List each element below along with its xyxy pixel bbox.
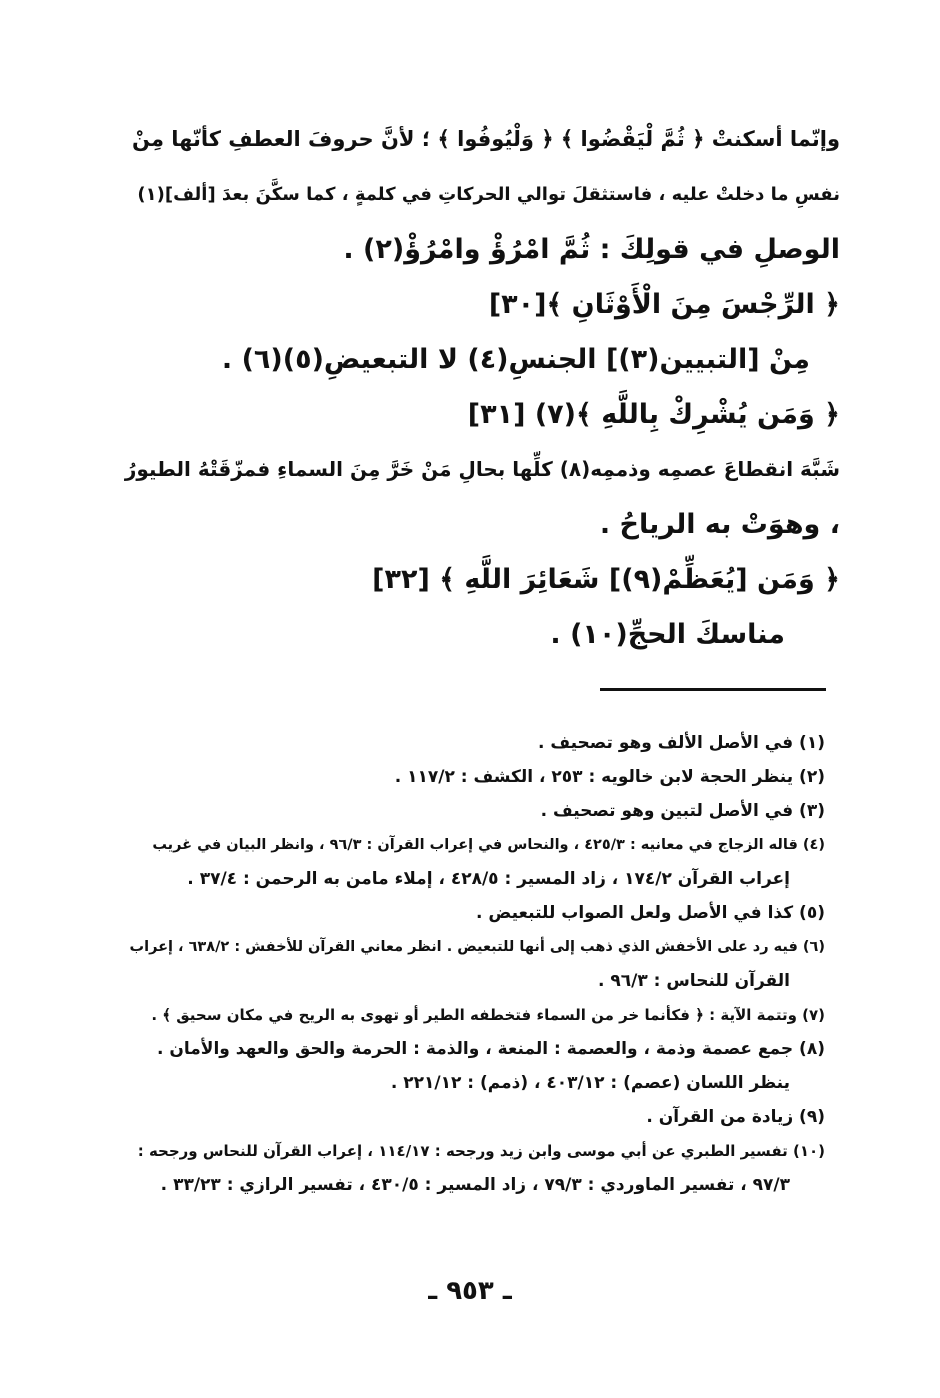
footnote-4: (٤) قاله الزجاج في معانيه : ٤٢٥/٣ ، والنحاس في إعراب القرآن : ٩٦/٣ ، وانظر البيان في غريب [152, 837, 825, 853]
footnotes-section [130, 726, 825, 1202]
footnote-5: (٥) كذا في الأصل ولعل الصواب للتبعيض . [476, 903, 825, 923]
footnote-9: (٩) زيادة من القرآن . [646, 1107, 825, 1127]
footnote-6-continued: القرآن للنحاس : ٩٦/٣ . [597, 971, 790, 991]
footnote-10-continued: ٩٧/٣ ، تفسير الماوردي : ٧٩/٣ ، زاد المسير : ٤٣٠/٥ ، تفسير الرازي : ٣٣/٢٣ . [160, 1175, 790, 1195]
footnote-1: (١) في الأصل الألف وهو تصحيف . [537, 733, 825, 753]
text-line-10: مناسكَ الحجِّ(١٠) . [550, 619, 785, 650]
page-number: ـ ٩٥٣ ـ [428, 1276, 512, 1306]
quran-verse-30: ﴿ الرِّجْسَ مِنَ الْأَوْثَانِ ﴾[٣٠] [488, 289, 840, 320]
text-line-5: مِنْ [التبيين(٣)] الجنسِ(٤) لا التبعيضِ(٥)(٦) . [221, 344, 810, 375]
footnote-3: (٣) في الأصل لتبين وهو تصحيف . [540, 801, 825, 821]
text-line-7: شَبَّهَ انقطاعَ عصمِه وذممِه(٨) كلِّها بحالِ مَنْ خَرَّ مِنَ السماءِ فمزّقَتْهُ الطيورُ [124, 457, 840, 481]
text-line-2: نفسِ ما دخلتْ عليه ، فاستثقلَ توالي الحركاتِ في كلمةٍ ، كما سكَّنَ بعدَ [ألف](١) [137, 184, 840, 205]
text-line-8: ، وهوَتْ به الرياحُ . [599, 509, 840, 540]
text-line-1: وإنّما أسكنتْ ﴿ ثُمَّ لْيَقْضُوا ﴾ ﴿ وَلْيُوفُوا ﴾ ؛ لأنَّ حروفَ العطفِ كأنّها مِنْ [132, 127, 840, 151]
footnote-divider [600, 688, 826, 691]
main-text-body [120, 112, 840, 662]
footnote-4-continued: إعراب القرآن ١٧٤/٢ ، زاد المسير : ٤٢٨/٥ ، إملاء مامن به الرحمن : ٣٧/٤ . [187, 869, 790, 889]
quran-verse-31: ﴿ وَمَن يُشْرِكْ بِاللَّهِ ﴾(٧) [٣١] [467, 399, 840, 430]
footnote-8: (٨) جمع عصمة وذمة ، والعصمة : المنعة ، والذمة : الحرمة والحق والعهد والأمان . [157, 1039, 825, 1059]
footnote-2: (٢) ينظر الحجة لابن خالويه : ٢٥٣ ، الكشف : ١١٧/٢ . [394, 767, 825, 787]
footnote-8-continued: ينظر اللسان (عصم) : ٤٠٣/١٢ ، (ذمم) : ٢٢١/١٢ . [390, 1073, 790, 1093]
quran-verse-32: ﴿ وَمَن [يُعَظِّمْ(٩)] شَعَائِرَ اللَّهِ ﴾ [٣٢] [372, 564, 840, 595]
footnote-7: (٧) وتتمة الآية : ﴿ فكأنما خر من السماء فتخطفه الطير أو تهوى به الريح في مكان سحيق ﴾ . [151, 1006, 825, 1024]
footnote-6: (٦) فيه رد على الأخفش الذي ذهب إلى أنها للتبعيض . انظر معاني القرآن للأخفش : ٦٣٨/٢ ، إعراب [129, 939, 825, 955]
text-line-3: الوصلِ في قولِكَ : ثُمَّ امْرُؤْ وامْرُؤْ(٢) . [343, 234, 840, 265]
footnote-10: (١٠) تفسير الطبري عن أبي موسى وابن زيد ورجحه : ١١٤/١٧ ، إعراب القرآن للنحاس ورجحه : [137, 1142, 825, 1160]
